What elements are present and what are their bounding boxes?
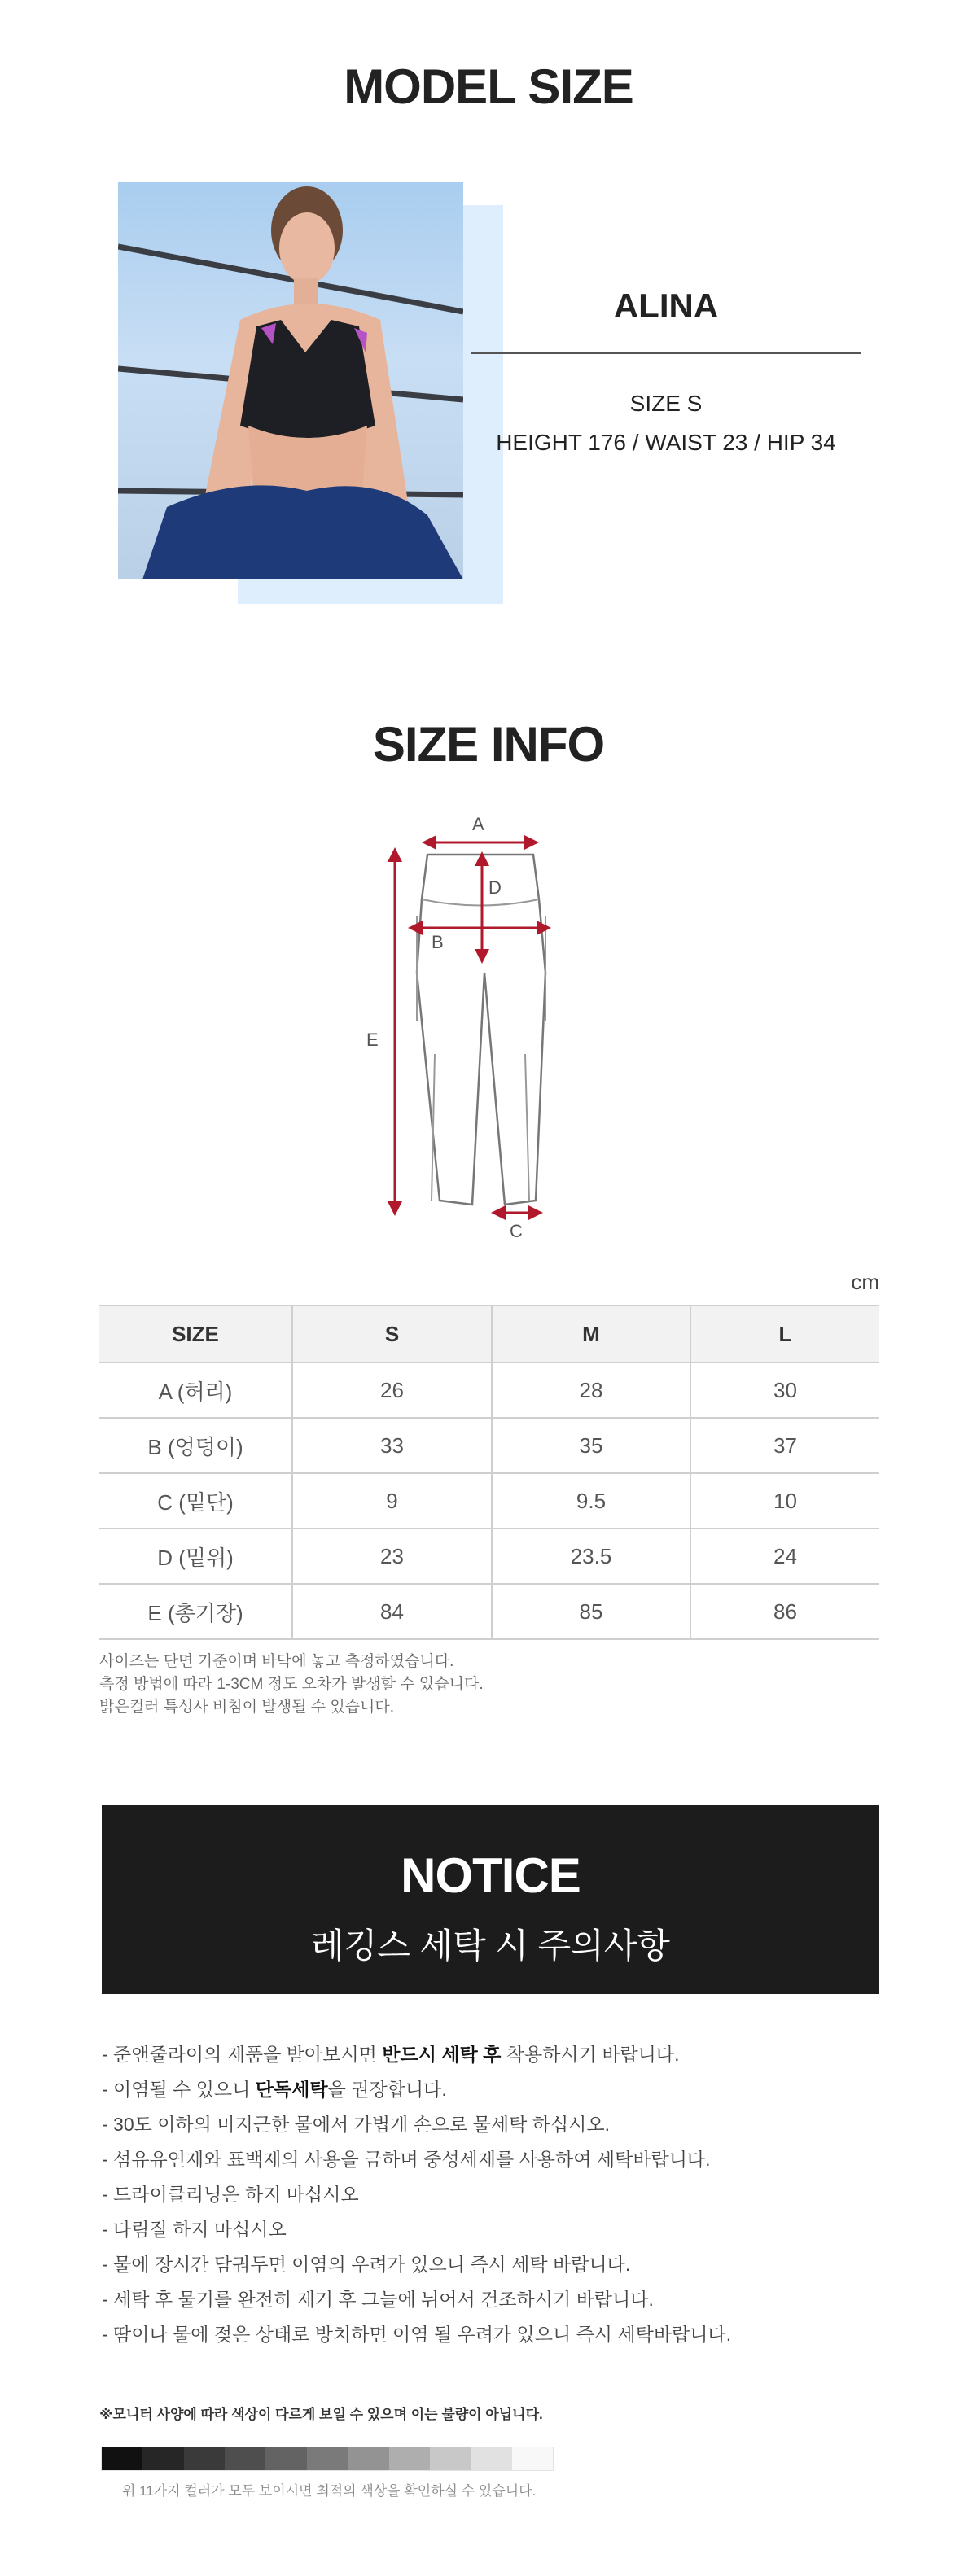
monitor-disclaimer: ※모니터 사양에 따라 색상이 다르게 보일 수 있으며 이는 불량이 아닙니다. [99, 2407, 543, 2422]
column-header: M [492, 1305, 690, 1362]
care-item: - 세탁 후 물기를 완전히 제거 후 그늘에 뉘어서 건조하시기 바랍니다. [102, 2289, 654, 2310]
care-text: - 이염될 수 있으니 [102, 2079, 256, 2100]
care-item: - 섬유유연제와 표백제의 사용을 금하며 중성세제를 사용하여 세탁바랍니다. [102, 2149, 711, 2170]
model-photo-illustration [118, 182, 463, 579]
divider [471, 352, 861, 354]
table-cell: 9 [292, 1473, 492, 1529]
size-note: 밝은컬러 특성사 비침이 발생될 수 있습니다. [99, 1699, 395, 1716]
color-swatch [389, 2447, 430, 2470]
care-item: - 다림질 하지 마십시오 [102, 2219, 287, 2240]
care-text: 착용하시기 바랍니다. [501, 2044, 680, 2065]
row-label: B (엉덩이) [99, 1418, 292, 1473]
row-label: C (밑단) [99, 1473, 292, 1529]
table-cell: 23.5 [492, 1529, 690, 1584]
table-row [99, 1473, 879, 1529]
notice-title: NOTICE [401, 1848, 581, 1903]
table-cell: 28 [492, 1362, 690, 1418]
model-size-value: SIZE S [629, 391, 703, 416]
size-info-heading: SIZE INFO [372, 717, 605, 772]
model-name: ALINA [613, 286, 719, 325]
color-swatch [307, 2447, 348, 2470]
column-header: SIZE [99, 1305, 292, 1362]
table-header-row [99, 1305, 879, 1362]
table-cell: 35 [492, 1418, 690, 1473]
table-cell: 23 [292, 1529, 492, 1584]
label-e: E [366, 1030, 379, 1050]
table-row [99, 1584, 879, 1639]
table-cell: 37 [690, 1418, 879, 1473]
label-b: B [432, 932, 444, 952]
care-item [102, 2075, 447, 2101]
model-photo [118, 182, 463, 579]
table-cell: 10 [690, 1473, 879, 1529]
label-c: C [510, 1221, 523, 1241]
color-swatch [184, 2447, 225, 2470]
table-cell: 30 [690, 1362, 879, 1418]
column-header: L [690, 1305, 879, 1362]
swatch-caption: 위 11가지 컬러가 모두 보이시면 최적의 색상을 확인하실 수 있습니다. [122, 2483, 537, 2499]
table-cell: 85 [492, 1584, 690, 1639]
care-item: - 물에 장시간 담궈두면 이염의 우려가 있으니 즉시 세탁 바랍니다. [102, 2254, 631, 2275]
size-note: 사이즈는 단면 기준이며 바닥에 놓고 측정하였습니다. [99, 1653, 454, 1670]
table-cell: 9.5 [492, 1473, 690, 1529]
row-label: A (허리) [99, 1362, 292, 1418]
size-table [99, 1305, 879, 1640]
care-text: - 준앤줄라이의 제품을 받아보시면 [102, 2044, 383, 2065]
leggings-diagram [350, 810, 627, 1266]
color-swatch [471, 2447, 511, 2470]
care-emphasis: 단독세탁 [255, 2079, 328, 2100]
table-cell: 26 [292, 1362, 492, 1418]
leggings-diagram-svg [350, 810, 627, 1266]
model-measurements: HEIGHT 176 / WAIST 23 / HIP 34 [496, 430, 836, 455]
column-header: S [292, 1305, 492, 1362]
row-label: E (총기장) [99, 1584, 292, 1639]
size-note: 측정 방법에 따라 1-3CM 정도 오차가 발생할 수 있습니다. [99, 1676, 484, 1693]
row-label: D (밑위) [99, 1529, 292, 1584]
care-item [102, 2040, 680, 2066]
color-swatch [102, 2447, 142, 2470]
table-cell: 86 [690, 1584, 879, 1639]
notice-subtitle: 레깅스 세탁 시 주의사항 [311, 1927, 670, 1965]
table-row [99, 1529, 879, 1584]
label-d: D [488, 877, 502, 898]
table-cell: 33 [292, 1418, 492, 1473]
color-swatch [225, 2447, 265, 2470]
color-swatch [142, 2447, 183, 2470]
color-swatch [265, 2447, 306, 2470]
care-emphasis: 반드시 세탁 후 [382, 2044, 502, 2065]
color-swatch [348, 2447, 388, 2470]
table-cell: 84 [292, 1584, 492, 1639]
color-swatch-strip [101, 2447, 554, 2471]
table-row [99, 1362, 879, 1418]
care-item: - 30도 이하의 미지근한 물에서 가볍게 손으로 물세탁 하십시오. [102, 2114, 610, 2135]
color-swatch [512, 2447, 553, 2470]
table-cell: 24 [690, 1529, 879, 1584]
care-text: 을 권장합니다. [327, 2079, 447, 2100]
care-item: - 드라이클리닝은 하지 마십시오 [102, 2184, 359, 2205]
table-row [99, 1418, 879, 1473]
model-size-heading: MODEL SIZE [344, 59, 633, 114]
unit-label: cm [851, 1270, 879, 1294]
color-swatch [430, 2447, 471, 2470]
notice-banner [102, 1805, 879, 1994]
label-a: A [472, 814, 484, 834]
care-item: - 땀이나 물에 젖은 상태로 방치하면 이염 될 우려가 있으니 즉시 세탁바랍니다. [102, 2324, 732, 2345]
